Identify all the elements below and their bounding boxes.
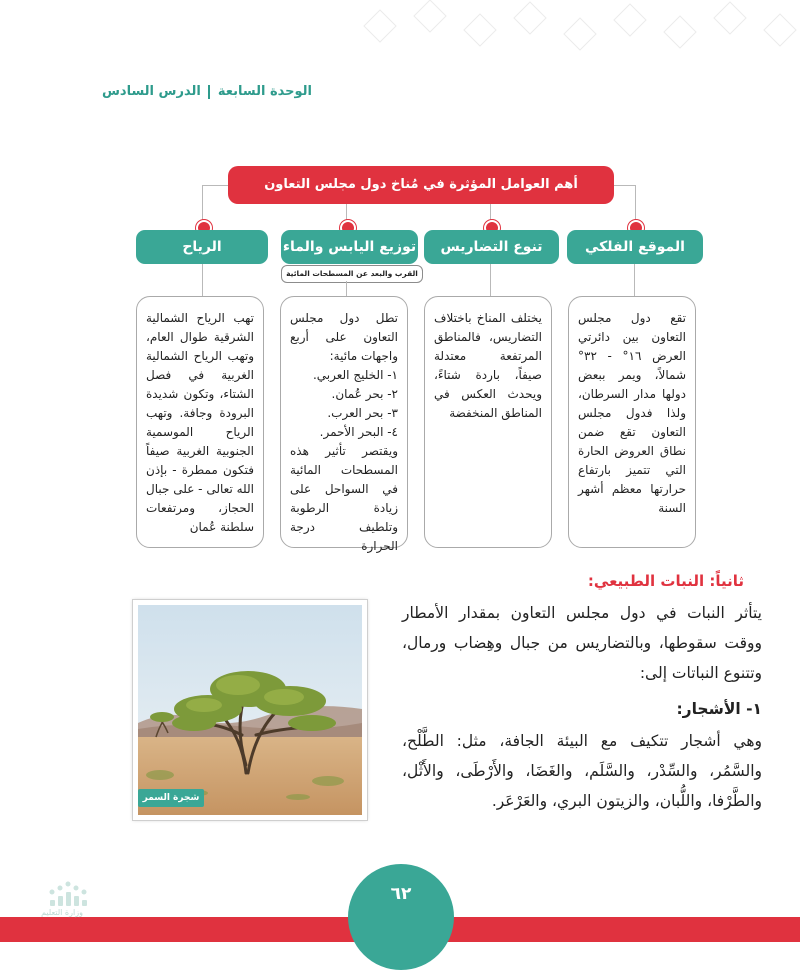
topic-text: تقع دول مجلس التعاون بين دائرتي العرض ١٦° - ٣٢° شمالاً، ويمر ببعض دولها مدار السرطان، ولذا فدول مجلس التعاون تقع ضمن نطاق العروض الحارة التي تتميز بارتفاع حرارتها معظم أشهر السنة: [578, 311, 686, 515]
topic-box-terrain-diversity: [424, 296, 552, 548]
topic-text-after: ويقتصر تأثير هذه المسطحات المائية في السواحل على زيادة الرطوبة وتلطيف درجة الحرارة: [290, 444, 398, 553]
topic-box-land-water: [280, 296, 408, 553]
acacia-tree-illustration: [138, 605, 362, 815]
unit-lesson-header: [101, 84, 312, 99]
header-pattern: [360, 0, 800, 70]
vegetation-intro: يتأثر النبات في دول مجلس التعاون بمقدار الأمطار ووقت سقوطها، وبالتضاريس من جبال وهِضاب ورمال، وتتنوع النباتات إلى:: [402, 604, 762, 682]
diagram-title-banner: أهم العوامل المؤثرة في مُناخ دول مجلس التعاون: [228, 166, 614, 204]
trees-heading: ١- الأشجار:: [676, 700, 762, 718]
list-item: ٢- بحر عُمان.: [331, 387, 398, 401]
trees-text: وهي أشجار تتكيف مع البيئة الجافة، مثل: الطَّلْح، والسَّمُر، والسِّدْر، والسَّلَم، والغَضَا، والأَرْطَى، والأَثْل، والطَّرْفا، واللُّبان، والزيتون البري، والعَرْعَر.: [402, 732, 762, 810]
photo-caption: شجرة السمر: [138, 789, 204, 807]
topic-text: تهب الرياح الشمالية الشرقية طوال العام، وتهب الرياح الشمالية الغربية في فصل الشتاء، وتكون شديدة البرودة وجافة. وتهب الرياح الموسمية الجنوبية الغربية صيفاً فتكون ممطرة - بإذن الله تعالى - على جبال الحجاز، ومرتفعات سلطنة عُمان: [146, 311, 254, 534]
list-item: ١- الخليج العربي.: [312, 368, 398, 382]
connector-box-3: [346, 281, 348, 296]
topic-header-land-water: توزيع اليابس والماء: [281, 230, 418, 264]
topic-box-winds: [136, 296, 264, 548]
topic-header-astronomical-location: الموقع الفلكي: [567, 230, 703, 264]
connector-box-2: [490, 264, 492, 296]
tree-photo: [133, 600, 367, 820]
topic-sublabel: القرب والبعد عن المسطحات المائية: [281, 265, 423, 283]
topic-header-terrain-diversity: تنوع التضاريس: [424, 230, 559, 264]
header-separator: [208, 85, 210, 99]
ministry-logo: [30, 870, 120, 930]
lesson-title: الدرس السادس: [101, 84, 201, 99]
unit-title: الوحدة السابعة: [217, 84, 312, 99]
connector-box-4: [202, 264, 204, 296]
publisher-name: وزارة التعليم: [41, 908, 83, 917]
topic-box-astronomical-location: [568, 296, 696, 548]
topic-text: تطل دول مجلس التعاون على أربع واجهات مائية:: [290, 311, 398, 363]
list-item: ٣- بحر العرب.: [327, 406, 398, 420]
topic-header-winds: الرياح: [136, 230, 268, 264]
list-item: ٤- البحر الأحمر.: [319, 425, 398, 439]
topic-text: يختلف المناخ باختلاف التضاريس، فالمناطق المرتفعة معتدلة صيفاً، باردة شتاءً، ويحدث العكس في المناطق المنخفضة: [434, 311, 542, 420]
page-number: ٦٢: [390, 884, 412, 904]
page-number-badge: [348, 864, 454, 970]
section-title: ثانياً: النبات الطبيعي:: [587, 572, 744, 590]
connector-box-1: [634, 264, 636, 296]
